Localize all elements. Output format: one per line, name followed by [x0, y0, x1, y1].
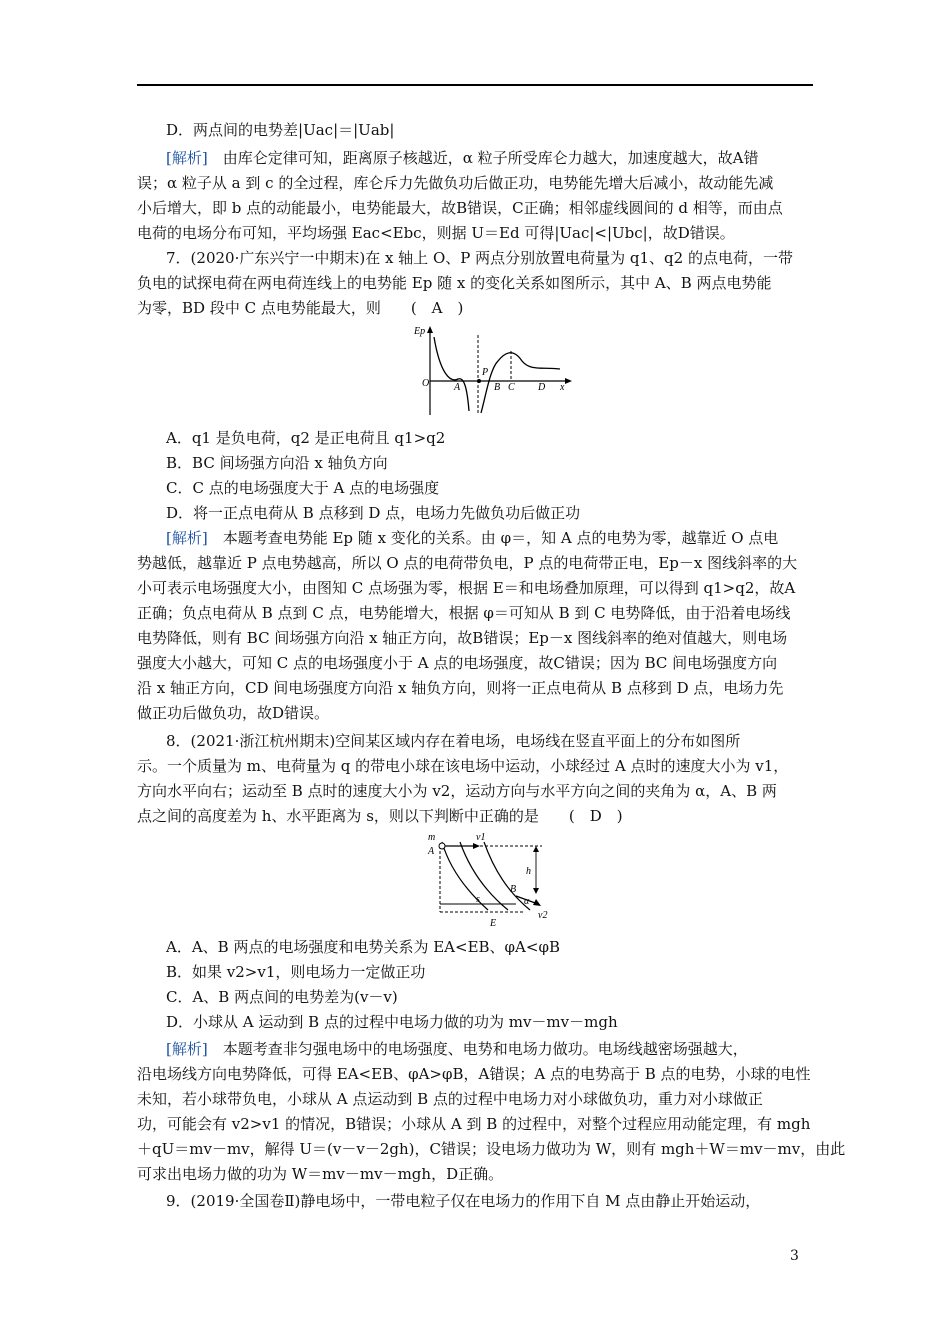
v1-arrowhead: [473, 843, 480, 849]
question-8-line2: 示。一个质量为 m、电荷量为 q 的带电小球在该电场中运动，小球经过 A 点时的速度大小为 v1，: [137, 757, 789, 775]
label-alpha: α: [524, 896, 530, 907]
analysis-q8-line2: 沿电场线方向电势降低，可得 EA<EB、φA>φB，A错误；A 点的电势高于 B 点的电势，小球的电性: [137, 1065, 811, 1083]
label-v2: v2: [538, 910, 548, 921]
label-d: D: [538, 382, 546, 393]
label-b: B: [510, 884, 517, 895]
field-line-1: [442, 842, 488, 910]
page-number: 3: [790, 1248, 799, 1264]
question-7-line2: 负电的试探电荷在两电荷连线上的电势能 Ep 随 x 的变化关系如图所示，其中 A、B 两点电势能: [137, 274, 772, 292]
label-v1: v1: [476, 832, 486, 843]
analysis-q8-line1: [解析] 本题考查非匀强电场中的电场强度、电势和电场力做功。电场线越密场强越大，: [166, 1040, 748, 1058]
label-x: x: [560, 382, 565, 393]
analysis-q7-line1: [解析] 本题考查电势能 Ep 随 x 变化的关系。由 φ＝，知 A 点的电势为零，越靠近 O 点电: [166, 529, 779, 547]
analysis-q6-line1: [解析] 由库仑定律可知，距离原子核越近，α 粒子所受库仑力越大，加速度越大，故A错: [166, 149, 759, 167]
point-p: [477, 379, 481, 383]
label-a: A: [454, 382, 461, 393]
label-h: h: [526, 866, 531, 877]
label-ep: Ep: [414, 326, 426, 337]
ball-a: [439, 843, 445, 849]
header-rule: [137, 84, 813, 86]
analysis-q7-line3: 小可表示电场强度大小，由图知 C 点场强为零，根据 E＝和电场叠加原理，可以得到 q1>q2，故A: [137, 579, 796, 597]
label-b: B: [494, 382, 501, 393]
label-a: A: [428, 846, 435, 857]
question-9-line1: 9．(2019·全国卷Ⅱ)静电场中，一带电粒子仅在电场力的作用下自 M 点由静止开始运动，: [166, 1192, 761, 1210]
option-d-q6: D．两点间的电势差|Uac|＝|Uab|: [166, 121, 395, 139]
analysis-q7-line5: 电势降低，则有 BC 间场强方向沿 x 轴正方向，故B错误；Ep－x 图线斜率的绝对值越大，则电场: [137, 629, 788, 647]
question-7-line1: 7．(2020·广东兴宁一中期末)在 x 轴上 O、P 两点分别放置电荷量为 q1、q2 的点电荷，一带: [166, 249, 793, 267]
label-s: s: [476, 894, 480, 905]
analysis-q6-line4: 电荷的电场分布可知，平均场强 Eac<Ebc，则据 U＝Ed 可得|Uac|<|Ubc|，故D错误。: [137, 224, 735, 242]
label-o: O: [422, 378, 430, 389]
option-a-q7: A．q1 是负电荷，q2 是正电荷且 q1>q2: [166, 429, 446, 447]
question-8-line4: 点之间的高度差为 h、水平距离为 s，则以下判断中正确的是 ( D ): [137, 807, 623, 825]
question-8-line3: 方向水平向右；运动至 B 点时的速度大小为 v2，运动方向与水平方向之间的夹角为 α，A、B 两: [137, 782, 777, 800]
option-b-q8: B．如果 v2>v1，则电场力一定做正功: [166, 963, 426, 981]
analysis-q6-line2: 误；α 粒子从 a 到 c 的全过程，库仑斥力先做负功后做正功，电势能先增大后减小，故动能先减: [137, 174, 774, 192]
label-c: C: [508, 382, 515, 393]
ep-x-graph: [410, 323, 575, 420]
analysis-q7-line6: 强度大小越大，可知 C 点的电场强度小于 A 点的电场强度，故C错误；因为 BC 间电场强度方向: [137, 654, 778, 672]
question-7-line3: 为零，BD 段中 C 点电势能最大，则 ( A ): [137, 299, 464, 317]
option-a-q8: A．A、B 两点的电场强度和电势关系为 EA<EB、φA<φB: [166, 938, 560, 956]
analysis-q7-line4: 正确；负点电荷从 B 点到 C 点，电势能增大，根据 φ＝可知从 B 到 C 电势降低，由于沿着电场线: [137, 604, 791, 622]
analysis-q7-line7: 沿 x 轴正方向，CD 间电场强度方向沿 x 轴负方向，则将一正点电荷从 B 点移到 D 点，电场力先: [137, 679, 784, 697]
y-axis-arrow: [427, 326, 433, 333]
option-d-q8: D．小球从 A 运动到 B 点的过程中电场力做的功为 mv－mv－mgh: [166, 1013, 618, 1031]
analysis-q7-line2: 势越低，越靠近 P 点电势越高，所以 O 点的电荷带负电，P 点的电荷带正电，Ep－x 图线斜率的大: [137, 554, 798, 572]
analysis-q6-line3: 小后增大，即 b 点的动能最小，电势能最大，故B错误，C正确；相邻虚线圆间的 d 相等，而由点: [137, 199, 783, 217]
label-p: P: [482, 367, 489, 378]
label-m: m: [428, 832, 436, 843]
option-b-q7: B．BC 间场强方向沿 x 轴负方向: [166, 454, 388, 472]
label-e: E: [490, 918, 497, 929]
option-c-q8: C．A、B 两点间的电势差为(v－v): [166, 988, 398, 1006]
curve-left: [434, 337, 469, 411]
analysis-q8-line6: 可求出电场力做的功为 W＝mv－mv－mgh，D正确。: [137, 1165, 504, 1183]
analysis-q8-line5: ＋qU＝mv－mv，解得 U＝(v－v－2gh)，C错误；设电场力做功为 W，则有 mgh＋W＝mv－mv，由此: [137, 1140, 846, 1158]
option-c-q7: C．C 点的电场强度大于 A 点的电场强度: [166, 479, 440, 497]
h-arrow-up: [533, 846, 539, 852]
analysis-q8-line4: 功，可能会有 v2>v1 的情况，B错误；小球从 A 到 B 的过程中，对整个过程应用动能定理，有 mgh: [137, 1115, 811, 1133]
option-d-q7: D．将一正点电荷从 B 点移到 D 点，电场力先做负功后做正功: [166, 504, 581, 522]
analysis-q8-line3: 未知，若小球带负电，小球从 A 点运动到 B 点的过程中电场力对小球做负功，重力对小球做正: [137, 1090, 763, 1108]
analysis-q7-line8: 做正功后做负功，故D错误。: [137, 704, 330, 722]
h-arrow-down: [533, 888, 539, 894]
x-axis-arrow: [565, 378, 572, 384]
question-8-line1: 8．(2021·浙江杭州期末)空间某区域内存在着电场，电场线在竖直平面上的分布如图所: [166, 732, 741, 750]
field-lines-figure: [420, 830, 560, 930]
curve-right: [481, 353, 560, 413]
